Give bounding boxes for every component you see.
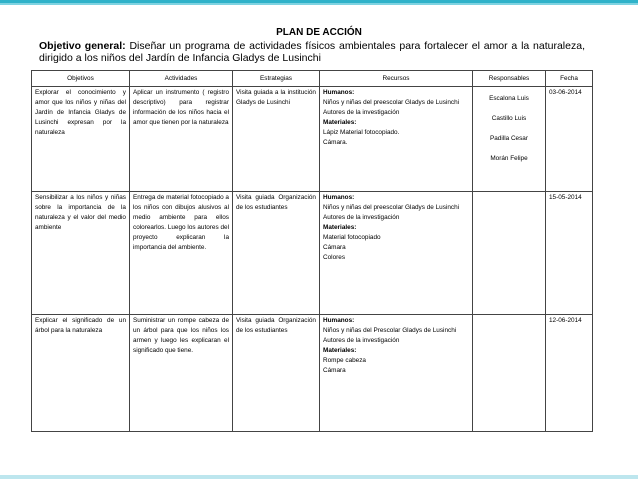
- materiales-item: Cámara.: [323, 139, 348, 146]
- humanos-item: Niños y niñas del preescolar Gladys de Lusinchi: [323, 99, 460, 106]
- materiales-item: Rompe cabeza: [323, 357, 366, 364]
- header-actividades: Actividades: [130, 71, 233, 87]
- estrategia-cell: Visita guiada Organización de los estudiantes: [233, 192, 320, 315]
- humanos-label: Humanos:: [323, 317, 355, 324]
- top-accent-bar-light: [0, 3, 638, 5]
- humanos-label: Humanos:: [323, 194, 355, 201]
- responsables-cell: [473, 192, 546, 315]
- action-plan-table: [31, 70, 593, 432]
- materiales-item: Cámara: [323, 367, 346, 374]
- table-header-row: [32, 71, 593, 87]
- page-title: PLAN DE ACCIÓN: [276, 27, 362, 38]
- objective-label: Objetivo general:: [39, 40, 126, 52]
- materiales-label: Materiales:: [323, 119, 357, 126]
- bottom-accent-bar: [0, 475, 638, 479]
- responsables-cell: [473, 315, 546, 432]
- fecha-cell: 03-06-2014: [546, 87, 593, 192]
- table-row: [32, 192, 593, 315]
- header-objetivos: Objetivos: [32, 71, 130, 87]
- recursos-cell: [320, 192, 473, 315]
- humanos-item: Niños y niñas del Prescolar Gladys de Lusinchi: [323, 327, 457, 334]
- header-estrategias: Estrategias: [233, 71, 320, 87]
- table-row: [32, 87, 593, 192]
- responsables-cell: [473, 87, 546, 192]
- materiales-label: Materiales:: [323, 347, 357, 354]
- actividad-cell: Entrega de material fotocopiado a los niños con dibujos alusivos al medio ambiente para ellos colorearlos. Luego los autores del proyecto explicaran la importancia del ambiente.: [130, 192, 233, 315]
- materiales-item: Cámara: [323, 244, 346, 251]
- materiales-item: Material fotocopiado: [323, 234, 381, 241]
- materiales-label: Materiales:: [323, 224, 357, 231]
- fecha-cell: 15-05-2014: [546, 192, 593, 315]
- general-objective: [39, 40, 585, 64]
- objetivo-cell: Explorar el conocimiento y amor que los niños y niñas del Jardín de Infancia Gladys de Lusinchi expresan por la naturaleza: [32, 87, 130, 192]
- humanos-item: Autores de la investigación: [323, 109, 400, 116]
- responsable-name: Castillo Luis: [491, 115, 527, 122]
- fecha-cell: 12-06-2014: [546, 315, 593, 432]
- responsable-name: Padilla Cesar: [489, 135, 528, 142]
- responsable-name: Escalona Luis: [489, 95, 529, 102]
- materiales-item: Colores: [323, 254, 346, 261]
- materiales-item: Lápiz Material fotocopiado.: [323, 129, 400, 136]
- recursos-cell: [320, 315, 473, 432]
- table-row: [32, 315, 593, 432]
- actividad-cell: Aplicar un instrumento ( registro descriptivo) para registrar información de los niños hacia el amor que tienen por la naturaleza: [130, 87, 233, 192]
- actividad-cell: Suministrar un rompe cabeza de un árbol para que los niños los armen y luego les explicaran el significado que tiene.: [130, 315, 233, 432]
- humanos-label: Humanos:: [323, 89, 355, 96]
- humanos-item: Niños y niñas del preescolar Gladys de Lusinchi: [323, 204, 460, 211]
- header-responsables: Responsables: [473, 71, 546, 87]
- recursos-cell: [320, 87, 473, 192]
- header-recursos: Recursos: [320, 71, 473, 87]
- objective-text: Diseñar un programa de actividades físicos ambientales para fortalecer el amor a la naturaleza, dirigido a los niños del Jardín de Infancia Gladys de Lusinchi: [39, 40, 585, 64]
- objetivo-cell: Explicar el significado de un árbol para la naturaleza: [32, 315, 130, 432]
- objetivo-cell: Sensibilizar a los niños y niñas sobre la importancia de la naturaleza y el valor del medio ambiente: [32, 192, 130, 315]
- estrategia-cell: Visita guiada Organización de los estudiantes: [233, 315, 320, 432]
- humanos-item: Autores de la investigación: [323, 337, 400, 344]
- humanos-item: Autores de la investigación: [323, 214, 400, 221]
- responsable-name: Morán Felipe: [490, 155, 528, 162]
- header-fecha: Fecha: [546, 71, 593, 87]
- estrategia-cell: Visita guiada a la institución Gladys de Lusinchi: [233, 87, 320, 192]
